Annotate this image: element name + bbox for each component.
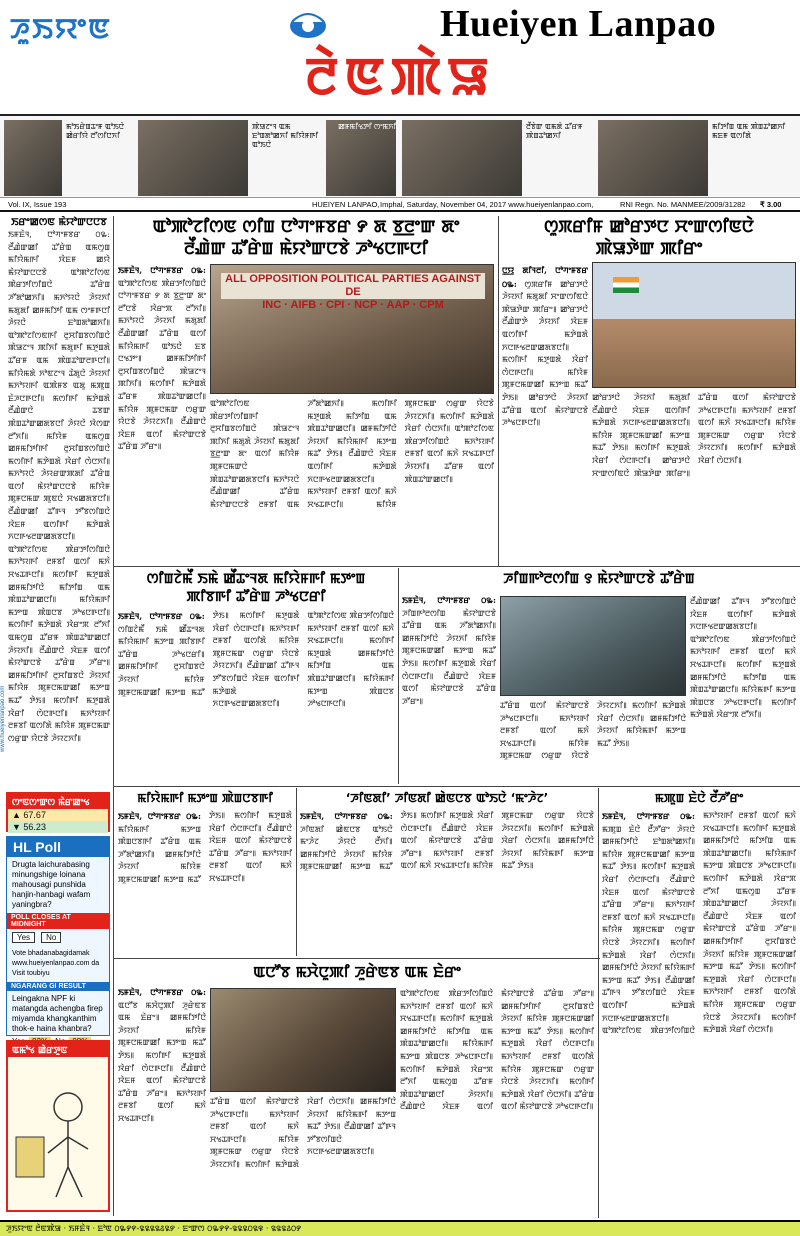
poll-question: Drugta laichurabasing minungshige loinana mahousagi punshida hanjin-hanbagi wafam yaningbra? bbox=[12, 860, 91, 909]
row3-divider-a bbox=[296, 788, 297, 956]
left-column-headline: ꯏꯔꯦꯀꯁꯟ ꯃꯥꯌꯣꯛꯅꯅꯕ bbox=[11, 217, 107, 228]
result-question: Leingakna NPF ki matangda achengba firep miyamda khangkanthim thok-e haina khanbra? bbox=[12, 994, 103, 1033]
row3-b-headline: ‘ꯍꯤꯟꯗꯤ’ ꯍꯤꯟꯗꯤ ꯀꯥꯟꯅꯕ ꯑꯣꯏꯅꯥ ‘ꯃꯦꯍꯥꯖ’ bbox=[345, 791, 549, 805]
price: ₹ 3.00 bbox=[760, 200, 782, 209]
mid-left-line2: ꯄꯤꯕꯒꯤ ꯊꯧꯔꯥꯡ ꯍꯣꯠꯅꯔꯤ bbox=[186, 589, 326, 605]
sensex-title: ꯁꯦꯟꯁꯦꯛꯁ ꯃꯥꯔꯀꯦꯠ bbox=[8, 794, 108, 809]
sensex-b: 56.23 bbox=[23, 822, 46, 832]
row3-a-body: ꯏꯝꯐꯥꯜ, ꯅꯣꯚꯦꯝꯕꯔ ꯰꯳: ꯃꯤꯌꯥꯃꯒꯤ ꯃꯇꯦꯡ ꯄꯥꯡꯅꯕꯒꯤ ꯊꯧꯔꯥꯡ ꯑꯃ ꯍꯧꯗꯣꯀꯈꯤ꯫ ꯀꯝꯃꯤꯇꯤꯅꯥ ꯍꯥꯌꯈꯤ ꯃꯤꯌꯥꯝ ꯄꯨꯝꯅꯃꯛꯀꯤ ꯃꯇꯦꯡ ꯃꯊꯧ ꯇꯥꯏ꯫ ꯃꯁꯤꯒꯤ ꯃꯇꯨꯡꯗꯥ ꯋꯥꯔꯤ ꯁꯥꯅꯒꯅꯤ꯫ ꯂꯩꯉꯥꯛꯅꯥ ꯋꯥꯐꯝ ꯑꯁꯤ ꯃꯥꯌꯣꯛꯅꯕꯥ ꯊꯧꯔꯥꯡ ꯍꯧꯔꯦ꯫ ꯃꯈꯣꯌꯒꯤ ꯂꯝꯕꯤ ꯑꯁꯤ ꯃꯈꯥ ꯆꯠꯊꯒꯅꯤ꯫ bbox=[118, 811, 292, 884]
mid-right-headline: ꯍꯤꯡꯒꯣꯂꯁꯤꯡ ꯱ ꯃꯥꯌꯣꯛꯅꯕꯥ ꯊꯧꯔꯥꯡ bbox=[503, 571, 695, 587]
mid-right-col1: ꯏꯝꯐꯥꯜ, ꯅꯣꯚꯦꯝꯕꯔ ꯰꯳: ꯍꯤꯡꯒꯣꯂꯁꯤꯡ ꯃꯥꯌꯣꯛꯅꯕꯥ ꯊꯧꯔꯥꯡ ꯑꯃ ꯍꯧꯗꯣꯀꯈꯤ꯫ ꯀꯝꯃꯤꯇꯤꯅꯥ ꯍꯥꯌꯈꯤ ꯃꯤꯌꯥꯝ ꯄꯨꯝꯅꯃꯛꯀꯤ ꯃꯇꯦꯡ ꯃꯊꯧ ꯇꯥꯏ꯫ ꯃꯁꯤꯒꯤ ꯃꯇꯨꯡꯗꯥ ꯋꯥꯔꯤ ꯁꯥꯅꯒꯅꯤ꯫ ꯂꯩꯉꯥꯛꯅꯥ ꯋꯥꯐꯝ ꯑꯁꯤ ꯃꯥꯌꯣꯛꯅꯕꯥ ꯊꯧꯔꯥꯡ ꯍꯧꯔꯦ꯫ bbox=[402, 595, 496, 706]
publisher-label: HUEIYEN LANPAO, bbox=[312, 200, 380, 209]
strip-text-1: ꯃꯣꯏꯔꯥꯡꯊꯦꯝ ꯑꯣꯏꯅꯥ ꯀꯥꯔꯤꯌꯥ ꯂꯧꯁꯤꯅꯈꯤ bbox=[66, 122, 125, 140]
poll-option-yes[interactable]: Yes bbox=[12, 932, 35, 943]
strip-text-4: ꯂꯩꯕꯥꯛ ꯑꯃꯗꯥ ꯊꯧꯔꯝ ꯄꯥꯡꯊꯣꯀꯈꯤ bbox=[526, 122, 583, 140]
mid-left-line1: ꯁꯤꯡꯖꯥꯃꯩ ꯏꯃꯥ ꯀꯩꯊꯦꯜꯗ ꯃꯤꯌꯥꯝꯒꯤ ꯃꯇꯦꯡ bbox=[146, 571, 366, 587]
mid-left-body: ꯏꯝꯐꯥꯜ, ꯅꯣꯚꯦꯝꯕꯔ ꯰꯳: ꯁꯤꯡꯖꯥꯃꯩ ꯏꯃꯥ ꯀꯩꯊꯦꯜꯗ ꯃꯤꯌꯥꯃꯒꯤ ꯃꯇꯦꯡ ꯄꯤꯕꯒꯤ ꯊꯧꯔꯥꯡ ꯍꯣꯠꯅꯔꯤ꯫ ꯀꯝꯃꯤꯇꯤꯒꯤ ꯂꯨꯆꯤꯡꯕꯅꯥ ꯍꯥꯌꯈꯤ ꯃꯤꯌꯥꯝ ꯄꯨꯝꯅꯃꯛꯀꯤ ꯃꯇꯦꯡ ꯃꯊꯧ ꯇꯥꯏ꯫ ꯃꯁꯤꯒꯤ ꯃꯇꯨꯡꯗꯥ ꯋꯥꯔꯤ ꯁꯥꯅꯒꯅꯤ꯫ ꯃꯈꯣꯌꯒꯤ ꯂꯝꯕꯤ ꯑꯁꯤꯗꯥ ꯃꯤꯌꯥꯝ ꯄꯨꯝꯅꯃꯛ ꯁꯔꯨꯛ ꯌꯥꯅꯕꯥ ꯍꯥꯌꯖꯈꯤ꯫ ꯂꯩꯉꯥꯛꯀꯤ ꯊꯧꯒꯜ ꯇꯧꯕꯁꯤꯡꯅꯥ ꯋꯥꯐꯝ ꯑꯁꯤꯒꯤ ꯃꯇꯥꯡꯗꯥ ꯈꯅꯒꯠꯂꯛꯀꯗꯕꯅꯤ꯫ ꯑꯣꯄꯣꯖꯤꯁꯟ ꯄꯥꯔꯇꯤꯁꯤꯡꯅꯥ ꯃꯈꯣꯌꯒꯤ ꯂꯝꯕꯤ ꯑꯁꯤ ꯃꯈꯥ ꯆꯠꯊꯒꯅꯤ꯫ ꯃꯁꯤꯒꯤ ꯃꯇꯨꯡꯗꯥ ꯀꯝꯃꯤꯇꯤꯅꯥ ꯃꯤꯇꯤꯡ ꯑꯃ ꯄꯥꯡꯊꯣꯛꯀꯅꯤ꯫ ꯃꯤꯌꯥꯃꯒꯤ ꯃꯇꯦꯡ ꯄꯥꯡꯅꯕ ꯍꯣꯠꯅꯒꯅꯤ꯫ bbox=[118, 611, 394, 709]
lead-headline-line1: ꯑꯣꯄꯣꯖꯤꯁꯟ ꯁꯤꯡ ꯅꯣꯚꯦꯝꯕꯔ ꯸ ꯗ ꯕ꯭ꯂꯦꯛ ꯗꯦ bbox=[152, 217, 460, 237]
sensex-box bbox=[6, 792, 110, 832]
mid-left-headline bbox=[118, 570, 394, 606]
side-vertical-label: www.hueiyenlanpao.com bbox=[0, 685, 6, 752]
right-lead-body: ꯀꯣꯔꯇꯅꯥ ꯍꯥꯌꯈꯤ ꯃꯗꯨꯗꯤ ꯂꯩꯉꯥꯛꯅꯥ ꯋꯥꯐꯝ ꯑꯁꯤꯒꯤ ꯃꯇꯥꯡꯗꯥ ꯈꯅꯒꯠꯂꯛꯀꯗꯕꯅꯤ꯫ ꯃꯤꯌꯥꯝ ꯄꯨꯝꯅꯃꯛꯀꯤ ꯃꯇꯦꯡ ꯃꯊꯧ ꯇꯥꯏ꯫ ꯃꯁꯤꯒꯤ ꯃꯇꯨꯡꯗꯥ ꯋꯥꯔꯤ ꯁꯥꯅꯒꯅꯤ꯫ ꯀꯣꯔꯇꯅꯥ ꯆꯦꯛꯁꯤꯟꯅꯥ ꯄꯥꯎꯇꯥꯛ ꯄꯤꯔꯦ꯫ ꯊꯧꯔꯥꯡ ꯑꯁꯤ ꯃꯥꯌꯣꯛꯅꯕꯥ ꯍꯣꯠꯅꯒꯅꯤ꯫ ꯃꯈꯣꯌꯒꯤ ꯂꯝꯕꯤ ꯑꯁꯤ ꯃꯈꯥ ꯆꯠꯊꯒꯅꯤ꯫ ꯃꯤꯌꯥꯝ ꯄꯨꯝꯅꯃꯛ ꯁꯔꯨꯛ ꯌꯥꯅꯕꯥ ꯍꯥꯌꯖꯈꯤ꯫ ꯃꯁꯤꯒꯤ ꯃꯇꯥꯡꯗꯥ ꯋꯥꯔꯤ ꯁꯥꯅꯈꯤ꯫ bbox=[592, 393, 796, 478]
strip-photo-1 bbox=[4, 120, 62, 196]
row3-c-body: ꯏꯝꯐꯥꯜ, ꯅꯣꯚꯦꯝꯕꯔ ꯰꯳: ꯃꯄꯨꯡ ꯐꯥꯅꯥ ꯂꯩꯍꯧꯔꯦ ꯍꯥꯌꯅꯥ ꯀꯝꯃꯤꯇꯤꯅꯥ ꯐꯣꯡꯗꯣꯀꯈꯤ꯫ ꯃꯤꯌꯥꯝ ꯄꯨꯝꯅꯃꯛꯀꯤ ꯃꯇꯦꯡ ꯃꯊꯧ ꯇꯥꯏ꯫ ꯃꯁꯤꯒꯤ ꯃꯇꯨꯡꯗꯥ ꯋꯥꯔꯤ ꯁꯥꯅꯒꯅꯤ꯫ ꯂꯩꯉꯥꯛꯅꯥ ꯋꯥꯐꯝ ꯑꯁꯤ ꯃꯥꯌꯣꯛꯅꯕꯥ ꯊꯧꯔꯥꯡ ꯍꯧꯔꯦ꯫ ꯃꯈꯣꯌꯒꯤ ꯂꯝꯕꯤ ꯑꯁꯤ ꯃꯈꯥ ꯆꯠꯊꯒꯅꯤ꯫ ꯃꯤꯌꯥꯝ ꯄꯨꯝꯅꯃꯛ ꯁꯔꯨꯛ ꯌꯥꯅꯕꯥ ꯍꯥꯌꯖꯈꯤ꯫ ꯃꯁꯤꯒꯤ ꯃꯇꯥꯡꯗꯥ ꯋꯥꯔꯤ ꯁꯥꯅꯈꯤ꯫ ꯀꯝꯃꯤꯇꯤꯅꯥ ꯍꯥꯌꯈꯤ ꯃꯤꯌꯥꯃꯒꯤ ꯃꯇꯦꯡ ꯃꯊꯧ ꯇꯥꯏ꯫ ꯂꯩꯉꯥꯛꯀꯤ ꯊꯧꯒꯜ ꯇꯧꯕꯁꯤꯡꯅꯥ ꯋꯥꯐꯝ ꯑꯁꯤꯒꯤ ꯃꯇꯥꯡꯗꯥ ꯈꯅꯒꯠꯂꯛꯀꯗꯕꯅꯤ꯫ ꯑꯣꯄꯣꯖꯤꯁꯟ ꯄꯥꯔꯇꯤꯁꯤꯡꯅꯥ ꯃꯈꯣꯌꯒꯤ ꯂꯝꯕꯤ ꯑꯁꯤ ꯃꯈꯥ ꯆꯠꯊꯒꯅꯤ꯫ ꯃꯁꯤꯒꯤ ꯃꯇꯨꯡꯗꯥ ꯀꯝꯃꯤꯇꯤꯅꯥ ꯃꯤꯇꯤꯡ ꯑꯃ ꯄꯥꯡꯊꯣꯛꯀꯅꯤ꯫ ꯃꯤꯌꯥꯃꯒꯤ ꯃꯇꯦꯡ ꯄꯥꯡꯅꯕ ꯍꯣꯠꯅꯒꯅꯤ꯫ ꯃꯁꯤꯒꯤ ꯃꯇꯥꯡꯗꯥ ꯋꯥꯔꯦꯞ ꯂꯧꯈꯤ ꯑꯃꯁꯨꯡ ꯊꯧꯔꯝ ꯄꯥꯡꯊꯣꯛꯀꯅꯤ ꯍꯥꯌꯈꯤ꯫ ꯂꯩꯉꯥꯛꯅꯥ ꯋꯥꯐꯝ ꯑꯁꯤ ꯃꯥꯌꯣꯛꯅꯕꯥ ꯊꯧꯔꯥꯡ ꯍꯧꯔꯦ꯫ ꯀꯝꯃꯤꯇꯤꯒꯤ ꯂꯨꯆꯤꯡꯕꯅꯥ ꯍꯥꯌꯈꯤ ꯃꯤꯌꯥꯝ ꯄꯨꯝꯅꯃꯛꯀꯤ ꯃꯇꯦꯡ ꯃꯊꯧ ꯇꯥꯏ꯫ ꯃꯁꯤꯒꯤ ꯃꯇꯨꯡꯗꯥ ꯋꯥꯔꯤ ꯁꯥꯅꯒꯅꯤ꯫ ꯃꯈꯣꯌꯒꯤ ꯂꯝꯕꯤ ꯑꯁꯤꯗꯥ ꯃꯤꯌꯥꯝ ꯄꯨꯝꯅꯃꯛ ꯁꯔꯨꯛ ꯌꯥꯅꯕꯥ ꯍꯥꯌꯖꯈꯤ꯫ ꯃꯁꯤꯒꯤ ꯃꯇꯥꯡꯗꯥ ꯋꯥꯔꯤ ꯁꯥꯅꯈꯤ꯫ bbox=[602, 811, 796, 1036]
strip-photo-5 bbox=[598, 120, 708, 196]
lead-byline: ꯏꯝꯐꯥꯜ, ꯅꯣꯚꯦꯝꯕꯔ ꯰꯳: bbox=[118, 265, 206, 275]
poll-option-no[interactable]: No bbox=[41, 932, 61, 943]
dove-logo-icon bbox=[278, 4, 338, 44]
row-divider-3 bbox=[114, 958, 600, 959]
mid-right-body: ꯊꯧꯔꯥꯡ ꯑꯁꯤ ꯃꯥꯌꯣꯛꯅꯕꯥ ꯍꯣꯠꯅꯒꯅꯤ꯫ ꯃꯈꯣꯌꯒꯤ ꯂꯝꯕꯤ ꯑꯁꯤ ꯃꯈꯥ ꯆꯠꯊꯒꯅꯤ꯫ ꯃꯤꯌꯥꯝ ꯄꯨꯝꯅꯃꯛ ꯁꯔꯨꯛ ꯌꯥꯅꯕꯥ ꯍꯥꯌꯖꯈꯤ꯫ ꯃꯁꯤꯒꯤ ꯃꯇꯥꯡꯗꯥ ꯋꯥꯔꯤ ꯁꯥꯅꯈꯤ꯫ ꯀꯝꯃꯤꯇꯤꯅꯥ ꯍꯥꯌꯈꯤ ꯃꯤꯌꯥꯃꯒꯤ ꯃꯇꯦꯡ ꯃꯊꯧ ꯇꯥꯏ꯫ bbox=[500, 701, 686, 761]
row3-b-body: ꯏꯝꯐꯥꯜ, ꯅꯣꯚꯦꯝꯕꯔ ꯰꯳: ꯍꯤꯟꯗꯤ ꯀꯥꯟꯅꯕ ꯑꯣꯏꯅꯥ ꯃꯦꯍꯥꯖ ꯍꯥꯌꯅꯥ ꯂꯩꯈꯤ꯫ ꯀꯝꯃꯤꯇꯤꯅꯥ ꯍꯥꯌꯈꯤ ꯃꯤꯌꯥꯝ ꯄꯨꯝꯅꯃꯛꯀꯤ ꯃꯇꯦꯡ ꯃꯊꯧ ꯇꯥꯏ꯫ ꯃꯁꯤꯒꯤ ꯃꯇꯨꯡꯗꯥ ꯋꯥꯔꯤ ꯁꯥꯅꯒꯅꯤ꯫ ꯂꯩꯉꯥꯛꯅꯥ ꯋꯥꯐꯝ ꯑꯁꯤ ꯃꯥꯌꯣꯛꯅꯕꯥ ꯊꯧꯔꯥꯡ ꯍꯧꯔꯦ꯫ ꯃꯈꯣꯌꯒꯤ ꯂꯝꯕꯤ ꯑꯁꯤ ꯃꯈꯥ ꯆꯠꯊꯒꯅꯤ꯫ ꯃꯤꯌꯥꯝ ꯄꯨꯝꯅꯃꯛ ꯁꯔꯨꯛ ꯌꯥꯅꯕꯥ ꯍꯥꯌꯖꯈꯤ꯫ ꯃꯁꯤꯒꯤ ꯃꯇꯥꯡꯗꯥ ꯋꯥꯔꯤ ꯁꯥꯅꯈꯤ꯫ ꯀꯝꯃꯤꯇꯤꯅꯥ ꯍꯥꯌꯈꯤ ꯃꯤꯌꯥꯃꯒꯤ ꯃꯇꯦꯡ ꯃꯊꯧ ꯇꯥꯏ꯫ bbox=[300, 811, 594, 872]
right-lead-line2: ꯄꯥꯎꯇꯥꯛ ꯄꯤꯔꯦ bbox=[595, 239, 703, 259]
mid-right-col3: ꯂꯩꯉꯥꯛꯀꯤ ꯊꯧꯒꯜ ꯇꯧꯕꯁꯤꯡꯅꯥ ꯋꯥꯐꯝ ꯑꯁꯤꯒꯤ ꯃꯇꯥꯡꯗꯥ ꯈꯅꯒꯠꯂꯛꯀꯗꯕꯅꯤ꯫ ꯑꯣꯄꯣꯖꯤꯁꯟ ꯄꯥꯔꯇꯤꯁꯤꯡꯅꯥ ꯃꯈꯣꯌꯒꯤ ꯂꯝꯕꯤ ꯑꯁꯤ ꯃꯈꯥ ꯆꯠꯊꯒꯅꯤ꯫ ꯃꯁꯤꯒꯤ ꯃꯇꯨꯡꯗꯥ ꯀꯝꯃꯤꯇꯤꯅꯥ ꯃꯤꯇꯤꯡ ꯑꯃ ꯄꯥꯡꯊꯣꯛꯀꯅꯤ꯫ ꯃꯤꯌꯥꯃꯒꯤ ꯃꯇꯦꯡ ꯄꯥꯡꯅꯕ ꯍꯣꯠꯅꯒꯅꯤ꯫ ꯃꯁꯤꯒꯤ ꯃꯇꯥꯡꯗꯥ ꯋꯥꯔꯦꯞ ꯂꯧꯈꯤ꯫ bbox=[690, 597, 796, 720]
masthead-script-top: ꯍꯨꯏꯌꯦꯟ bbox=[10, 12, 112, 45]
bottom-body-b: ꯑꯣꯄꯣꯖꯤꯁꯟ ꯄꯥꯔꯇꯤꯁꯤꯡꯅꯥ ꯃꯈꯣꯌꯒꯤ ꯂꯝꯕꯤ ꯑꯁꯤ ꯃꯈꯥ ꯆꯠꯊꯒꯅꯤ꯫ ꯃꯁꯤꯒꯤ ꯃꯇꯨꯡꯗꯥ ꯀꯝꯃꯤꯇꯤꯅꯥ ꯃꯤꯇꯤꯡ ꯑꯃ ꯄꯥꯡꯊꯣꯛꯀꯅꯤ꯫ ꯃꯤꯌꯥꯃꯒꯤ ꯃꯇꯦꯡ ꯄꯥꯡꯅꯕ ꯍꯣꯠꯅꯒꯅꯤ꯫ ꯃꯁꯤꯒꯤ ꯃꯇꯥꯡꯗꯥ ꯋꯥꯔꯦꯞ ꯂꯧꯈꯤ ꯑꯃꯁꯨꯡ ꯊꯧꯔꯝ ꯄꯥꯡꯊꯣꯛꯀꯅꯤ ꯍꯥꯌꯈꯤ꯫ ꯂꯩꯉꯥꯛꯅꯥ ꯋꯥꯐꯝ ꯑꯁꯤ ꯃꯥꯌꯣꯛꯅꯕꯥ ꯊꯧꯔꯥꯡ ꯍꯧꯔꯦ꯫ ꯀꯝꯃꯤꯇꯤꯒꯤ ꯂꯨꯆꯤꯡꯕꯅꯥ ꯍꯥꯌꯈꯤ ꯃꯤꯌꯥꯝ ꯄꯨꯝꯅꯃꯛꯀꯤ ꯃꯇꯦꯡ ꯃꯊꯧ ꯇꯥꯏ꯫ ꯃꯁꯤꯒꯤ ꯃꯇꯨꯡꯗꯥ ꯋꯥꯔꯤ ꯁꯥꯅꯒꯅꯤ꯫ ꯃꯈꯣꯌꯒꯤ ꯂꯝꯕꯤ ꯑꯁꯤꯗꯥ ꯃꯤꯌꯥꯝ ꯄꯨꯝꯅꯃꯛ ꯁꯔꯨꯛ ꯌꯥꯅꯕꯥ ꯍꯥꯌꯖꯈꯤ꯫ ꯃꯁꯤꯒꯤ ꯃꯇꯥꯡꯗꯥ ꯋꯥꯔꯤ ꯁꯥꯅꯈꯤ꯫ ꯊꯧꯔꯥꯡ ꯑꯁꯤ ꯃꯥꯌꯣꯛꯅꯕꯥ ꯍꯣꯠꯅꯒꯅꯤ꯫ bbox=[400, 989, 594, 1112]
strip-photo-2 bbox=[138, 120, 248, 196]
strip-photo-3 bbox=[326, 120, 396, 196]
row3-b-byline: ꯏꯝꯐꯥꯜ, ꯅꯣꯚꯦꯝꯕꯔ ꯰꯳: bbox=[300, 811, 393, 821]
row3-a-byline: ꯏꯝꯐꯥꯜ, ꯅꯣꯚꯦꯝꯕꯔ ꯰꯳: bbox=[118, 811, 201, 821]
strip-text-5: ꯃꯤꯇꯤꯡ ꯑꯃ ꯄꯥꯡꯊꯣꯀꯈꯤ ꯃꯐꯝ ꯑꯁꯤꯗꯥ bbox=[712, 122, 786, 140]
row3-c-byline: ꯏꯝꯐꯥꯜ, ꯅꯣꯚꯦꯝꯕꯔ ꯰꯳: bbox=[602, 811, 695, 821]
strip-text-3: ꯀꯝꯃꯤꯠꯇꯤ ꯁꯦꯃꯈꯤ bbox=[338, 122, 397, 131]
banner-in-photo: ALL OPPOSITION POLITICAL PARTIES AGAINST DE INC · AIFB · CPI · NCP · AAP · CPM bbox=[221, 273, 485, 299]
right-lead-headline bbox=[502, 216, 796, 260]
top-news-strip bbox=[0, 114, 800, 198]
result-header: NGARANG GI RESULT bbox=[7, 982, 109, 991]
row3-a-headline: ꯃꯤꯌꯥꯃꯒꯤ ꯃꯇꯦꯡ ꯄꯥꯡꯅꯕꯒꯤ bbox=[137, 791, 273, 805]
bottom-col1: ꯏꯝꯐꯥꯜ, ꯅꯣꯚꯦꯝꯕꯔ ꯰꯳: ꯑꯅꯧꯕ ꯃꯆꯥꯅꯨꯄꯤ ꯍꯨꯔꯥꯟꯕ ꯑꯃ ꯐꯥꯔꯦ꯫ ꯀꯝꯃꯤꯇꯤꯅꯥ ꯍꯥꯌꯈꯤ ꯃꯤꯌꯥꯝ ꯄꯨꯝꯅꯃꯛꯀꯤ ꯃꯇꯦꯡ ꯃꯊꯧ ꯇꯥꯏ꯫ ꯃꯁꯤꯒꯤ ꯃꯇꯨꯡꯗꯥ ꯋꯥꯔꯤ ꯁꯥꯅꯒꯅꯤ꯫ ꯂꯩꯉꯥꯛꯅꯥ ꯋꯥꯐꯝ ꯑꯁꯤ ꯃꯥꯌꯣꯛꯅꯕꯥ ꯊꯧꯔꯥꯡ ꯍꯧꯔꯦ꯫ ꯃꯈꯣꯌꯒꯤ ꯂꯝꯕꯤ ꯑꯁꯤ ꯃꯈꯥ ꯆꯠꯊꯒꯅꯤ꯫ bbox=[118, 987, 206, 1123]
hl-poll-box bbox=[6, 836, 110, 1036]
lead-divider bbox=[498, 216, 499, 566]
mid-left-byline: ꯏꯝꯐꯥꯜ, ꯅꯣꯚꯦꯝꯕꯔ ꯰꯳: bbox=[118, 611, 205, 621]
lead-headline bbox=[118, 216, 494, 260]
lead-story-body: ꯑꯣꯄꯣꯖꯤꯁꯟ ꯄꯥꯔꯇꯤꯁꯤꯡꯒꯤ ꯂꯨꯆꯤꯡꯕꯁꯤꯡꯅꯥ ꯄꯥꯎꯖꯦꯜ ꯄꯤꯈꯤ ꯃꯗꯨꯗꯥ ꯍꯥꯌꯈꯤ ꯃꯗꯨꯗꯤ ꯕ꯭ꯂꯦꯛ ꯗꯦ ꯑꯁꯤ ꯃꯤꯌꯥꯝ ꯄꯨꯝꯅꯃꯛꯅꯥ ꯄꯥꯡꯊꯣꯛꯀꯗꯕꯅꯤ꯫ ꯃꯈꯣꯌꯅꯥ ꯂꯩꯉꯥꯛꯀꯤ ꯊꯧꯔꯥꯡ ꯃꯥꯌꯣꯛꯅꯅꯕꯥ ꯂꯝꯕꯤ ꯑꯃ ꯍꯧꯗꯣꯀꯈꯤ꯫ ꯃꯁꯤꯒꯤ ꯃꯇꯨꯡꯗꯥ ꯃꯤꯇꯤꯡ ꯑꯃ ꯄꯥꯡꯊꯣꯛꯀꯅꯤ꯫ ꯀꯝꯃꯤꯇꯤꯅꯥ ꯍꯥꯌꯈꯤ ꯃꯤꯌꯥꯃꯒꯤ ꯃꯇꯦꯡ ꯃꯊꯧ ꯇꯥꯏ꯫ ꯂꯩꯉꯥꯛꯅꯥ ꯋꯥꯐꯝ ꯑꯁꯤꯒꯤ ꯃꯇꯥꯡꯗꯥ ꯈꯅꯒꯠꯂꯛꯀꯗꯕꯅꯤ꯫ ꯃꯈꯣꯌꯒꯤ ꯂꯝꯕꯤ ꯑꯁꯤ ꯃꯈꯥ ꯆꯠꯊꯒꯅꯤ꯫ ꯃꯤꯌꯥꯝ ꯄꯨꯝꯅꯃꯛ ꯁꯔꯨꯛ ꯌꯥꯅꯕꯥ ꯍꯥꯌꯖꯈꯤ꯫ ꯃꯁꯤꯒꯤ ꯃꯇꯥꯡꯗꯥ ꯋꯥꯔꯤ ꯁꯥꯅꯈꯤ꯫ ꯑꯣꯄꯣꯖꯤꯁꯟ ꯄꯥꯔꯇꯤꯁꯤꯡꯅꯥ ꯃꯈꯣꯌꯒꯤ ꯂꯝꯕꯤ ꯑꯁꯤ ꯃꯈꯥ ꯆꯠꯊꯒꯅꯤ ꯍꯥꯌꯈꯤ꯫ ꯊꯧꯔꯝ ꯑꯁꯤ ꯄꯥꯡꯊꯣꯛꯀꯅꯤ꯫ bbox=[210, 399, 494, 509]
row-divider-1 bbox=[114, 566, 800, 567]
row3-c-headline: ꯃꯄꯨꯡ ꯐꯥꯅꯥ ꯂꯩꯍꯧꯔꯦ bbox=[654, 791, 744, 805]
rni-regn: RNI Regn. No. MANMEE/2009/31282 bbox=[620, 200, 746, 209]
lead-photo-press-conference bbox=[210, 264, 494, 394]
masthead-title-manipuri: ꯂꯥꯟꯄꯥꯎ bbox=[304, 47, 496, 107]
strip-photo-4 bbox=[402, 120, 522, 196]
right-lead-byline: ꯅ꯭ꯌꯨ ꯗꯤꯜꯂꯤ, ꯅꯣꯚꯦꯝꯕꯔ ꯰꯳: bbox=[502, 265, 588, 289]
bottom-photo bbox=[210, 988, 396, 1092]
strip-text-2: ꯄꯥꯎꯖꯦꯜ ꯑꯃ ꯐꯣꯡꯗꯣꯀꯈꯤ ꯃꯤꯌꯥꯝꯒꯤ ꯑꯣꯏꯅꯥ bbox=[252, 122, 319, 149]
right-lead-line1: ꯁꯨꯞꯔꯤꯝ ꯀꯣꯔꯇꯅ ꯆꯦꯛꯁꯤꯟꯅꯥ bbox=[544, 217, 754, 237]
mid-right-photo bbox=[500, 596, 686, 696]
left-column-divider bbox=[113, 216, 114, 1216]
masthead-title-english: Hueiyen Lanpao bbox=[440, 3, 717, 45]
supreme-court-photo bbox=[592, 262, 796, 388]
footer-bar: ꯍꯨꯏꯌꯦꯟ ꯂꯥꯟꯄꯥꯎ · ꯏꯝꯐꯥꯜ · ꯐꯣꯟ ꯰꯳꯸꯵-꯲꯲꯲꯲꯴꯲꯸ · ꯐꯦꯛꯁ ꯰꯳꯸꯵-꯲꯲꯲꯰꯲꯶ · ꯲꯲꯲꯴꯰꯸ bbox=[0, 1220, 800, 1236]
sensex-value-a: ▲ 67.67 bbox=[8, 809, 108, 821]
mid-divider bbox=[398, 568, 399, 784]
cartoon-drawing-icon bbox=[8, 1057, 108, 1207]
bottom-byline: ꯏꯝꯐꯥꯜ, ꯅꯣꯚꯦꯝꯕꯔ ꯰꯳: bbox=[118, 987, 206, 997]
lead-headline-line2: ꯂꯩꯉꯥꯛ ꯊꯧꯔꯥꯡ ꯃꯥꯌꯣꯛꯅꯕꯥ ꯍꯣꯠꯅꯒꯅꯤ bbox=[183, 239, 429, 259]
row3-divider-b bbox=[598, 788, 599, 1218]
dateline-bar bbox=[0, 198, 800, 212]
row-divider-2 bbox=[114, 786, 800, 787]
sensex-a: 67.67 bbox=[23, 810, 46, 820]
cartoon-box bbox=[6, 1040, 110, 1212]
flag-icon bbox=[613, 277, 639, 293]
cartoon-title: ꯑꯃꯣꯠ ꯀꯥꯔꯇꯨꯟ bbox=[8, 1042, 108, 1057]
mid-right-byline: ꯏꯝꯐꯥꯜ, ꯅꯣꯚꯦꯝꯕꯔ ꯰꯳: bbox=[402, 595, 496, 605]
poll-options bbox=[7, 929, 109, 946]
dateline: Imphal, Saturday, November 04, 2017 www.hueiyenlanpao.com, bbox=[380, 200, 594, 209]
right-lead-col1: ꯅ꯭ꯌꯨ ꯗꯤꯜꯂꯤ, ꯅꯣꯚꯦꯝꯕꯔ ꯰꯳: ꯁꯨꯞꯔꯤꯝ ꯀꯣꯔꯇꯅꯥ ꯍꯥꯌꯈꯤ ꯃꯗꯨꯗꯤ ꯆꯦꯛꯁꯤꯟꯅꯥ ꯄꯥꯎꯇꯥꯛ ꯄꯤꯔꯦ꯫ ꯀꯣꯔꯇꯅꯥ ꯂꯩꯉꯥꯛꯇꯥ ꯍꯥꯌꯈꯤ ꯋꯥꯐꯝ ꯑꯁꯤꯒꯤ ꯃꯇꯥꯡꯗꯥ ꯈꯅꯒꯠꯂꯛꯀꯗꯕꯅꯤ꯫ ꯃꯁꯤꯒꯤ ꯃꯇꯨꯡꯗꯥ ꯋꯥꯔꯤ ꯁꯥꯅꯒꯅꯤ꯫ ꯃꯤꯌꯥꯝ ꯄꯨꯝꯅꯃꯛꯀꯤ ꯃꯇꯦꯡ ꯃꯊꯧ ꯇꯥꯏ꯫ ꯀꯣꯔꯇꯅꯥ ꯍꯥꯌꯈꯤ ꯊꯧꯔꯥꯡ ꯑꯁꯤ ꯃꯥꯌꯣꯛꯅꯕꯥ ꯍꯣꯠꯅꯒꯅꯤ꯫ bbox=[502, 265, 588, 428]
left-column-story: ꯏꯔꯦꯀꯁꯟ ꯃꯥꯌꯣꯛꯅꯅꯕ ꯏꯝꯐꯥꯜ, ꯅꯣꯚꯦꯝꯕꯔ ꯰꯳: ꯂꯩꯉꯥꯛꯀꯤ ꯊꯧꯔꯥꯡ ꯑꯃꯁꯨꯡ ꯃꯤꯌꯥꯃꯒꯤ ꯋꯥꯐꯝ ꯀꯌꯥ ꯃꯥꯌꯣꯛꯅꯅꯕꯥ ꯑꯣꯄꯣꯖꯤꯁꯟ ꯄꯥꯔꯇꯤꯁꯤꯡꯅꯥ ꯊꯧꯔꯥꯡ ꯍꯧꯗꯣꯀꯈꯤ꯫ ꯃꯈꯣꯌꯅꯥ ꯍꯥꯌꯈꯤ ꯃꯗꯨꯗꯤ ꯀꯝꯃꯤꯇꯤ ꯑꯃ ꯁꯦꯝꯒꯅꯤ ꯍꯥꯌꯅꯥ ꯐꯣꯡꯗꯣꯀꯈꯤ꯫ ꯑꯣꯄꯣꯖꯤꯁꯟꯒꯤ ꯂꯨꯆꯤꯡꯕꯁꯤꯡꯅꯥ ꯄꯥꯎꯖꯦꯜ ꯄꯤꯈꯤ ꯃꯗꯨꯒꯤ ꯃꯇꯨꯡꯗꯥ ꯊꯧꯔꯝ ꯑꯃ ꯄꯥꯡꯊꯣꯛꯂꯒꯅꯤ꯫ ꯃꯤꯌꯥꯃꯗꯥ ꯈꯣꯟꯖꯦꯜ ꯊꯥꯗꯨꯅꯥ ꯍꯥꯌꯈꯤ ꯃꯈꯣꯌꯒꯤ ꯑꯄꯥꯝꯕ ꯑꯗꯨ ꯃꯄꯨꯡ ꯐꯥꯍꯅꯒꯅꯤ꯫ ꯃꯁꯤꯒꯤ ꯃꯇꯥꯡꯗꯥ ꯂꯩꯉꯥꯛꯅꯥ ꯊꯕꯛ ꯄꯥꯡꯊꯣꯛꯀꯗꯕꯅꯤ ꯍꯥꯌꯅꯥ ꯋꯥꯁꯛ ꯂꯧꯈꯤ꯫ ꯃꯤꯌꯥꯝ ꯑꯃꯁꯨꯡ ꯀꯝꯃꯤꯇꯤꯒꯤ ꯂꯨꯆꯤꯡꯕꯁꯤꯡꯅꯥ ꯃꯁꯤꯒꯤ ꯃꯇꯥꯡꯗꯥ ꯋꯥꯔꯤ ꯁꯥꯅꯈꯤ꯫ ꯃꯈꯣꯌꯅꯥ ꯍꯥꯌꯔꯛꯄꯗꯤ ꯊꯧꯔꯥꯡ ꯑꯁꯤ ꯃꯥꯌꯣꯛꯅꯅꯕꯥ ꯃꯤꯌꯥꯝ ꯄꯨꯝꯅꯃꯛ ꯄꯨꯟꯅꯥ ꯆꯠꯀꯗꯕꯅꯤ꯫ ꯂꯩꯉꯥꯛꯀꯤ ꯊꯧꯒꯜ ꯇꯧꯕꯁꯤꯡꯅꯥ ꯋꯥꯐꯝ ꯑꯁꯤꯒꯤ ꯃꯇꯥꯡꯗꯥ ꯈꯅꯒꯠꯂꯛꯀꯗꯕꯅꯤ꯫ ꯑꯣꯄꯣꯖꯤꯁꯟ ꯄꯥꯔꯇꯤꯁꯤꯡꯅꯥ ꯃꯈꯣꯌꯒꯤ ꯂꯝꯕꯤ ꯑꯁꯤ ꯃꯈꯥ ꯆꯠꯊꯒꯅꯤ꯫ ꯃꯁꯤꯒꯤ ꯃꯇꯨꯡꯗꯥ ꯀꯝꯃꯤꯇꯤꯅꯥ ꯃꯤꯇꯤꯡ ꯑꯃ ꯄꯥꯡꯊꯣꯛꯀꯅꯤ꯫ ꯃꯤꯌꯥꯃꯒꯤ ꯃꯇꯦꯡ ꯄꯥꯡꯅꯕ ꯍꯣꯠꯅꯒꯅꯤ꯫ ꯃꯁꯤꯒꯤ ꯃꯇꯥꯡꯗꯥ ꯋꯥꯔꯦꯞ ꯂꯧꯈꯤ ꯑꯃꯁꯨꯡ ꯊꯧꯔꯝ ꯄꯥꯡꯊꯣꯛꯀꯅꯤ ꯍꯥꯌꯈꯤ꯫ ꯂꯩꯉꯥꯛꯅꯥ ꯋꯥꯐꯝ ꯑꯁꯤ ꯃꯥꯌꯣꯛꯅꯕꯥ ꯊꯧꯔꯥꯡ ꯍꯧꯔꯦ꯫ ꯀꯝꯃꯤꯇꯤꯒꯤ ꯂꯨꯆꯤꯡꯕꯅꯥ ꯍꯥꯌꯈꯤ ꯃꯤꯌꯥꯝ ꯄꯨꯝꯅꯃꯛꯀꯤ ꯃꯇꯦꯡ ꯃꯊꯧ ꯇꯥꯏ꯫ ꯃꯁꯤꯒꯤ ꯃꯇꯨꯡꯗꯥ ꯋꯥꯔꯤ ꯁꯥꯅꯒꯅꯤ꯫ ꯃꯈꯣꯌꯒꯤ ꯂꯝꯕꯤ ꯑꯁꯤꯗꯥ ꯃꯤꯌꯥꯝ ꯄꯨꯝꯅꯃꯛ ꯁꯔꯨꯛ ꯌꯥꯅꯕꯥ ꯍꯥꯌꯖꯈꯤ꯫ bbox=[8, 217, 110, 743]
lead-story-col1: ꯏꯝꯐꯥꯜ, ꯅꯣꯚꯦꯝꯕꯔ ꯰꯳: ꯑꯣꯄꯣꯖꯤꯁꯟ ꯄꯥꯔꯇꯤꯁꯤꯡꯅꯥ ꯅꯣꯚꯦꯝꯕꯔ ꯸ ꯗ ꯕ꯭ꯂꯦꯛ ꯗꯦ ꯂꯧꯅꯕꯥ ꯋꯥꯔꯦꯞ ꯂꯧꯈꯤ꯫ ꯃꯈꯣꯌꯅꯥ ꯍꯥꯌꯈꯤ ꯃꯗꯨꯗꯤ ꯂꯩꯉꯥꯛꯀꯤ ꯊꯧꯔꯥꯡ ꯑꯁꯤ ꯃꯤꯌꯥꯃꯒꯤ ꯑꯣꯏꯅꯥ ꯐꯕ ꯅꯠꯇꯦ꯫ ꯀꯝꯃꯤꯇꯤꯒꯤ ꯂꯨꯆꯤꯡꯕꯁꯤꯡꯅꯥ ꯄꯥꯎꯖꯦꯜ ꯄꯤꯈꯤ꯫ ꯃꯁꯤꯒꯤ ꯃꯇꯥꯡꯗꯥ ꯊꯧꯔꯝ ꯄꯥꯡꯊꯣꯛꯀꯅꯤ꯫ ꯃꯤꯌꯥꯝ ꯄꯨꯝꯅꯃꯛ ꯁꯔꯨꯛ ꯌꯥꯅꯕꯥ ꯍꯥꯌꯖꯈꯤ꯫ ꯂꯩꯉꯥꯛꯅꯥ ꯋꯥꯐꯝ ꯑꯁꯤ ꯃꯥꯌꯣꯛꯅꯕꯥ ꯊꯧꯔꯥꯡ ꯍꯧꯔꯦ꯫ bbox=[118, 265, 206, 452]
sensex-value-b: ▼ 56.23 bbox=[8, 821, 108, 833]
bottom-body-a: ꯊꯧꯔꯥꯡ ꯑꯁꯤ ꯃꯥꯌꯣꯛꯅꯕꯥ ꯍꯣꯠꯅꯒꯅꯤ꯫ ꯃꯈꯣꯌꯒꯤ ꯂꯝꯕꯤ ꯑꯁꯤ ꯃꯈꯥ ꯆꯠꯊꯒꯅꯤ꯫ ꯃꯤꯌꯥꯝ ꯄꯨꯝꯅꯃꯛ ꯁꯔꯨꯛ ꯌꯥꯅꯕꯥ ꯍꯥꯌꯖꯈꯤ꯫ ꯃꯁꯤꯒꯤ ꯃꯇꯥꯡꯗꯥ ꯋꯥꯔꯤ ꯁꯥꯅꯈꯤ꯫ ꯀꯝꯃꯤꯇꯤꯅꯥ ꯍꯥꯌꯈꯤ ꯃꯤꯌꯥꯃꯒꯤ ꯃꯇꯦꯡ ꯃꯊꯧ ꯇꯥꯏ꯫ ꯂꯩꯉꯥꯛꯀꯤ ꯊꯧꯒꯜ ꯇꯧꯕꯁꯤꯡꯅꯥ ꯈꯅꯒꯠꯂꯛꯀꯗꯕꯅꯤ꯫ bbox=[210, 1097, 396, 1169]
poll-closes: POLL CLOSES AT MIDNIGHT bbox=[7, 913, 109, 929]
poll-header: HL Poll bbox=[7, 837, 109, 857]
volume-issue: Vol. IX, Issue 193 bbox=[8, 200, 67, 209]
bottom-headline: ꯑꯅꯧꯕ ꯃꯆꯥꯅꯨꯄꯤ ꯍꯨꯔꯥꯟꯕ ꯑꯃ ꯐꯥꯔꯦ bbox=[253, 963, 461, 981]
vote-line[interactable]: Vote bhadanabagidamak www.hueiyenlanpao.com da Visit toubiyu bbox=[12, 950, 100, 977]
